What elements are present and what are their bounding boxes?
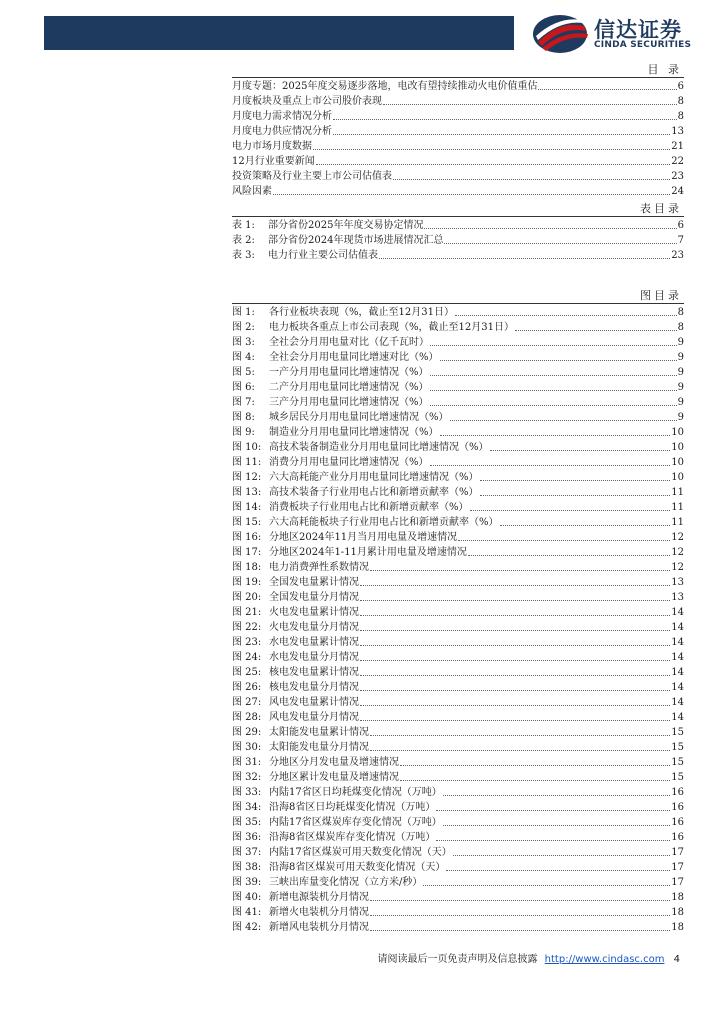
entry-label: 六大高耗能板块子行业用电占比和新增贡献率（%） — [269, 517, 499, 528]
entry-label: 月度电力供应情况分析 — [232, 126, 332, 137]
entry-label: 月度专题：2025年度交易逐步落地，电改有望持续推动火电价值重估 — [232, 81, 538, 92]
dot-leader — [383, 104, 677, 105]
entry-number: 图 14: — [232, 502, 262, 513]
entry-label: 太阳能发电量累计情况 — [269, 727, 369, 738]
entry-label: 分地区分月发电量及增速情况 — [269, 757, 399, 768]
logo-english-text: CINDA SECURITIES — [594, 40, 692, 50]
entry-label: 全社会分月用电量同比增速对比（%） — [269, 352, 439, 363]
figure-entry[interactable] — [232, 605, 684, 620]
dot-leader — [400, 765, 670, 766]
table-list — [232, 218, 684, 263]
dot-leader — [453, 855, 671, 856]
entry-page-number: 9 — [677, 352, 684, 363]
figure-entry[interactable] — [232, 695, 684, 710]
toc-section — [232, 62, 684, 199]
entry-page-number: 17 — [671, 862, 684, 873]
figure-entry[interactable] — [232, 830, 684, 845]
entry-number: 图 42: — [232, 922, 262, 933]
figure-entry[interactable] — [232, 470, 684, 485]
entry-page-number: 9 — [677, 337, 684, 348]
entry-number: 图 12: — [232, 472, 262, 483]
entry-page-number: 10 — [671, 472, 684, 483]
toc-entry[interactable] — [232, 109, 684, 124]
figure-list — [232, 305, 684, 935]
entry-label: 核电发电量累计情况 — [269, 667, 359, 678]
dot-leader — [333, 119, 677, 120]
entry-page-number: 9 — [677, 367, 684, 378]
figure-list-section — [232, 288, 684, 935]
entry-page-number: 13 — [671, 577, 684, 588]
entry-number: 图 31: — [232, 757, 262, 768]
entry-label: 分地区累计发电量及增速情况 — [269, 772, 399, 783]
entry-page-number: 11 — [671, 487, 684, 498]
entry-number: 图 10: — [232, 442, 262, 453]
entry-number: 图 4: — [232, 352, 255, 363]
entry-page-number: 12 — [671, 562, 684, 573]
entry-number: 图 3: — [232, 337, 255, 348]
dot-leader — [360, 645, 670, 646]
entry-label: 火电发电量分月情况 — [269, 622, 359, 633]
dot-leader — [430, 465, 671, 466]
entry-label: 月度电力需求情况分析 — [232, 111, 332, 122]
entry-number: 图 18: — [232, 562, 262, 573]
figure-entry[interactable] — [232, 365, 684, 380]
entry-label: 投资策略及行业主要上市公司估值表 — [232, 171, 392, 182]
entry-label: 内陆17省区日均耗煤变化情况（万吨） — [269, 787, 442, 798]
dot-leader — [370, 915, 670, 916]
dot-leader — [500, 525, 671, 526]
entry-label: 制造业分月用电量同比增速情况（%） — [269, 427, 439, 438]
figure-entry[interactable] — [232, 425, 684, 440]
entry-label: 月度板块及重点上市公司股价表现 — [232, 96, 382, 107]
entry-number: 图 13: — [232, 487, 262, 498]
entry-page-number: 9 — [677, 412, 684, 423]
entry-label: 新增电源装机分月情况 — [269, 892, 369, 903]
table-list-section — [232, 201, 684, 263]
entry-number: 图 22: — [232, 622, 262, 633]
entry-number: 图 19: — [232, 577, 262, 588]
dot-leader — [436, 810, 670, 811]
entry-number: 图 15: — [232, 517, 262, 528]
figure-entry[interactable] — [232, 860, 684, 875]
dot-leader — [393, 179, 670, 180]
figure-entry[interactable] — [232, 680, 684, 695]
entry-number: 图 39: — [232, 877, 262, 888]
cinda-logo — [530, 12, 710, 56]
table-entry[interactable] — [232, 248, 684, 263]
entry-label: 沿海8省区煤炭库存变化情况（万吨） — [269, 832, 436, 843]
entry-number: 图 21: — [232, 607, 262, 618]
entry-number: 图 30: — [232, 742, 262, 753]
entry-number: 图 17: — [232, 547, 262, 558]
entry-page-number: 24 — [671, 186, 684, 197]
entry-page-number: 23 — [671, 250, 684, 261]
dot-leader — [370, 735, 670, 736]
entry-number: 图 6: — [232, 382, 255, 393]
dot-leader — [443, 795, 671, 796]
entry-label: 太阳能发电量分月情况 — [269, 742, 369, 753]
figure-entry[interactable] — [232, 500, 684, 515]
entry-label: 水电发电量累计情况 — [269, 637, 359, 648]
entry-page-number: 10 — [671, 457, 684, 468]
entry-page-number: 18 — [671, 907, 684, 918]
dot-leader — [423, 885, 670, 886]
entry-page-number: 6 — [677, 220, 684, 231]
entry-page-number: 18 — [671, 892, 684, 903]
toc-entry[interactable] — [232, 94, 684, 109]
figure-entry[interactable] — [232, 920, 684, 935]
entry-number: 图 32: — [232, 772, 262, 783]
entry-page-number: 15 — [671, 772, 684, 783]
entry-number: 图 35: — [232, 817, 262, 828]
dot-leader — [480, 480, 671, 481]
page-number: 4 — [673, 954, 680, 965]
entry-number: 图 2: — [232, 322, 255, 333]
dot-leader — [480, 495, 671, 496]
figure-entry[interactable] — [232, 635, 684, 650]
dot-leader — [430, 390, 677, 391]
dot-leader — [360, 690, 670, 691]
entry-number: 图 5: — [232, 367, 255, 378]
dot-leader — [470, 510, 671, 511]
entry-label: 12月行业重要新闻 — [232, 156, 315, 167]
entry-page-number: 14 — [671, 622, 684, 633]
entry-label: 内陆17省区煤炭库存变化情况（万吨） — [269, 817, 442, 828]
dot-leader — [360, 600, 670, 601]
entry-label: 新增风电装机分月情况 — [269, 922, 369, 933]
entry-label: 水电发电量分月情况 — [269, 652, 359, 663]
entry-page-number: 14 — [671, 712, 684, 723]
dot-leader — [450, 420, 677, 421]
figure-entry[interactable] — [232, 845, 684, 860]
figure-entry[interactable] — [232, 410, 684, 425]
entry-label: 分地区2024年1-11月累计用电量及增速情况 — [269, 547, 467, 558]
header-bar — [44, 16, 514, 50]
dot-leader — [440, 435, 671, 436]
entry-number: 图 34: — [232, 802, 262, 813]
figure-entry[interactable] — [232, 485, 684, 500]
entry-number: 图 24: — [232, 652, 262, 663]
entry-page-number: 21 — [671, 141, 684, 152]
dot-leader — [430, 345, 677, 346]
entry-page-number: 13 — [671, 126, 684, 137]
entry-label: 高技术装备子行业用电占比和新增贡献率（%） — [269, 487, 479, 498]
entry-label: 风电发电量分月情况 — [269, 712, 359, 723]
entry-label: 内陆17省区煤炭可用天数变化情况（天） — [269, 847, 452, 858]
figure-entry[interactable] — [232, 575, 684, 590]
entry-page-number: 14 — [671, 667, 684, 678]
entry-label: 六大高耗能产业分月用电量同比增速情况（%） — [269, 472, 479, 483]
entry-number: 表 1: — [232, 220, 255, 231]
figure-entry[interactable] — [232, 305, 684, 320]
dot-leader — [360, 660, 670, 661]
entry-number: 图 8: — [232, 412, 255, 423]
figure-entry[interactable] — [232, 560, 684, 575]
entry-page-number: 14 — [671, 682, 684, 693]
figure-entry[interactable] — [232, 650, 684, 665]
figure-entry[interactable] — [232, 710, 684, 725]
dot-leader — [273, 194, 670, 195]
dot-leader — [443, 825, 671, 826]
figure-entry[interactable] — [232, 590, 684, 605]
entry-page-number: 8 — [677, 307, 684, 318]
entry-page-number: 11 — [671, 502, 684, 513]
dot-leader — [446, 870, 670, 871]
toc-entry[interactable] — [232, 154, 684, 169]
figure-entry[interactable] — [232, 800, 684, 815]
entry-label: 全社会分月用电量对比（亿千瓦时） — [269, 337, 429, 348]
toc-title: 目 录 — [232, 62, 684, 78]
entry-label: 火电发电量累计情况 — [269, 607, 359, 618]
entry-page-number: 14 — [671, 652, 684, 663]
entry-number: 表 2: — [232, 235, 255, 246]
entry-label: 高技术装备制造业分月用电量同比增速情况（%） — [269, 442, 489, 453]
entry-number: 图 9: — [232, 427, 255, 438]
cinda-logo-icon — [530, 12, 590, 56]
entry-label: 核电发电量分月情况 — [269, 682, 359, 693]
entry-label: 三峡出库量变化情况（立方米/秒） — [269, 877, 423, 888]
figure-entry[interactable] — [232, 770, 684, 785]
entry-label: 各行业板块表现（%，截止至12月31日） — [269, 307, 454, 318]
figure-entry[interactable] — [232, 620, 684, 635]
dot-leader — [360, 705, 670, 706]
disclaimer-notice: 请阅读最后一页免责声明及信息披露 — [377, 954, 538, 965]
dot-leader — [430, 375, 677, 376]
entry-page-number: 16 — [671, 817, 684, 828]
figure-entry[interactable] — [232, 740, 684, 755]
entry-number: 图 11: — [232, 457, 262, 468]
dot-leader — [468, 555, 670, 556]
toc-list — [232, 79, 684, 199]
figure-entry[interactable] — [232, 515, 684, 530]
entry-page-number: 8 — [677, 96, 684, 107]
dot-leader — [400, 780, 670, 781]
entry-page-number: 12 — [671, 547, 684, 558]
entry-number: 图 20: — [232, 592, 262, 603]
entry-label: 新增火电装机分月情况 — [269, 907, 369, 918]
figure-entry[interactable] — [232, 395, 684, 410]
figure-entry[interactable] — [232, 665, 684, 680]
entry-page-number: 17 — [671, 847, 684, 858]
dot-leader — [360, 675, 670, 676]
entry-label: 分地区2024年11月当月用电量及增速情况 — [269, 532, 458, 543]
toc-entry[interactable] — [232, 169, 684, 184]
entry-label: 部分省份2024年现货市场进展情况汇总 — [268, 235, 444, 246]
entry-page-number: 6 — [677, 81, 684, 92]
dot-leader — [424, 228, 676, 229]
toc-entry[interactable] — [232, 79, 684, 94]
entry-page-number: 14 — [671, 637, 684, 648]
entry-label: 电力市场月度数据 — [232, 141, 312, 152]
figure-entry[interactable] — [232, 905, 684, 920]
toc-entry[interactable] — [232, 124, 684, 139]
entry-number: 图 36: — [232, 832, 262, 843]
entry-page-number: 10 — [671, 442, 684, 453]
dot-leader — [490, 450, 671, 451]
entry-label: 城乡居民分月用电量同比增速情况（%） — [269, 412, 449, 423]
entry-page-number: 14 — [671, 607, 684, 618]
entry-label: 风电发电量累计情况 — [269, 697, 359, 708]
entry-page-number: 15 — [671, 757, 684, 768]
dot-leader — [379, 258, 670, 259]
logo-chinese-text: 信达证券 — [594, 18, 682, 42]
entry-page-number: 9 — [677, 397, 684, 408]
entry-page-number: 23 — [671, 171, 684, 182]
dot-leader — [360, 585, 670, 586]
entry-number: 图 28: — [232, 712, 262, 723]
dot-leader — [313, 149, 670, 150]
entry-label: 一产分月用电量同比增速情况（%） — [269, 367, 429, 378]
entry-number: 图 7: — [232, 397, 255, 408]
dot-leader — [370, 900, 670, 901]
entry-page-number: 10 — [671, 427, 684, 438]
entry-page-number: 16 — [671, 832, 684, 843]
entry-label: 二产分月用电量同比增速情况（%） — [269, 382, 429, 393]
entry-label: 全国发电量累计情况 — [269, 577, 359, 588]
dot-leader — [370, 570, 670, 571]
entry-page-number: 15 — [671, 742, 684, 753]
figure-entry[interactable] — [232, 755, 684, 770]
dot-leader — [455, 315, 677, 316]
figure-entry[interactable] — [232, 785, 684, 800]
entry-page-number: 8 — [677, 111, 684, 122]
figure-entry[interactable] — [232, 875, 684, 890]
dot-leader — [360, 630, 670, 631]
entry-page-number: 12 — [671, 532, 684, 543]
figure-entry[interactable] — [232, 725, 684, 740]
figure-entry[interactable] — [232, 890, 684, 905]
dot-leader — [440, 360, 677, 361]
page-footer — [377, 950, 680, 965]
entry-label: 沿海8省区煤炭可用天数变化情况（天） — [269, 862, 446, 873]
figure-entry[interactable] — [232, 335, 684, 350]
entry-page-number: 16 — [671, 787, 684, 798]
entry-page-number: 14 — [671, 697, 684, 708]
entry-number: 图 33: — [232, 787, 262, 798]
entry-page-number: 13 — [671, 592, 684, 603]
entry-label: 电力消费弹性系数情况 — [269, 562, 369, 573]
toc-entry[interactable] — [232, 139, 684, 154]
figure-entry[interactable] — [232, 440, 684, 455]
entry-page-number: 7 — [677, 235, 684, 246]
entry-label: 沿海8省区日均耗煤变化情况（万吨） — [269, 802, 436, 813]
toc-entry[interactable] — [232, 184, 684, 199]
figure-entry[interactable] — [232, 350, 684, 365]
entry-label: 全国发电量分月情况 — [269, 592, 359, 603]
dot-leader — [538, 89, 676, 90]
entry-number: 图 27: — [232, 697, 262, 708]
table-entry[interactable] — [232, 218, 684, 233]
entry-page-number: 16 — [671, 802, 684, 813]
entry-number: 图 16: — [232, 532, 262, 543]
entry-page-number: 9 — [677, 382, 684, 393]
figure-entry[interactable] — [232, 530, 684, 545]
entry-label: 电力板块各重点上市公司表现（%，截止至12月31日） — [269, 322, 514, 333]
entry-number: 图 23: — [232, 637, 262, 648]
table-list-title: 表目录 — [232, 201, 684, 217]
entry-page-number: 17 — [671, 877, 684, 888]
dot-leader — [444, 243, 676, 244]
entry-page-number: 22 — [671, 156, 684, 167]
entry-number: 图 1: — [232, 307, 255, 318]
dot-leader — [333, 134, 670, 135]
entry-page-number: 11 — [671, 517, 684, 528]
dot-leader — [316, 164, 671, 165]
entry-label: 三产分月用电量同比增速情况（%） — [269, 397, 429, 408]
entry-label: 消费分月用电量同比增速情况（%） — [269, 457, 429, 468]
figure-entry[interactable] — [232, 815, 684, 830]
entry-number: 图 38: — [232, 862, 262, 873]
dot-leader — [370, 930, 670, 931]
entry-label: 电力行业主要公司估值表 — [268, 250, 378, 261]
dot-leader — [436, 840, 670, 841]
entry-label: 风险因素 — [232, 186, 272, 197]
entry-number: 表 3: — [232, 250, 255, 261]
entry-label: 部分省份2025年年度交易协定情况 — [268, 220, 424, 231]
entry-number: 图 41: — [232, 907, 262, 918]
entry-page-number: 8 — [677, 322, 684, 333]
dot-leader — [458, 540, 670, 541]
figure-entry[interactable] — [232, 545, 684, 560]
dot-leader — [360, 720, 670, 721]
figure-entry[interactable] — [232, 455, 684, 470]
entry-page-number: 15 — [671, 727, 684, 738]
table-entry[interactable] — [232, 233, 684, 248]
entry-number: 图 26: — [232, 682, 262, 693]
figure-entry[interactable] — [232, 320, 684, 335]
dot-leader — [370, 750, 670, 751]
figure-list-title: 图目录 — [232, 288, 684, 304]
entry-page-number: 18 — [671, 922, 684, 933]
entry-number: 图 25: — [232, 667, 262, 678]
entry-number: 图 37: — [232, 847, 262, 858]
dot-leader — [430, 405, 677, 406]
entry-number: 图 40: — [232, 892, 262, 903]
dot-leader — [515, 330, 677, 331]
entry-number: 图 29: — [232, 727, 262, 738]
website-link[interactable]: http://www.cindasc.com — [544, 954, 665, 965]
dot-leader — [360, 615, 670, 616]
figure-entry[interactable] — [232, 380, 684, 395]
entry-label: 消费板块子行业用电占比和新增贡献率（%） — [269, 502, 469, 513]
